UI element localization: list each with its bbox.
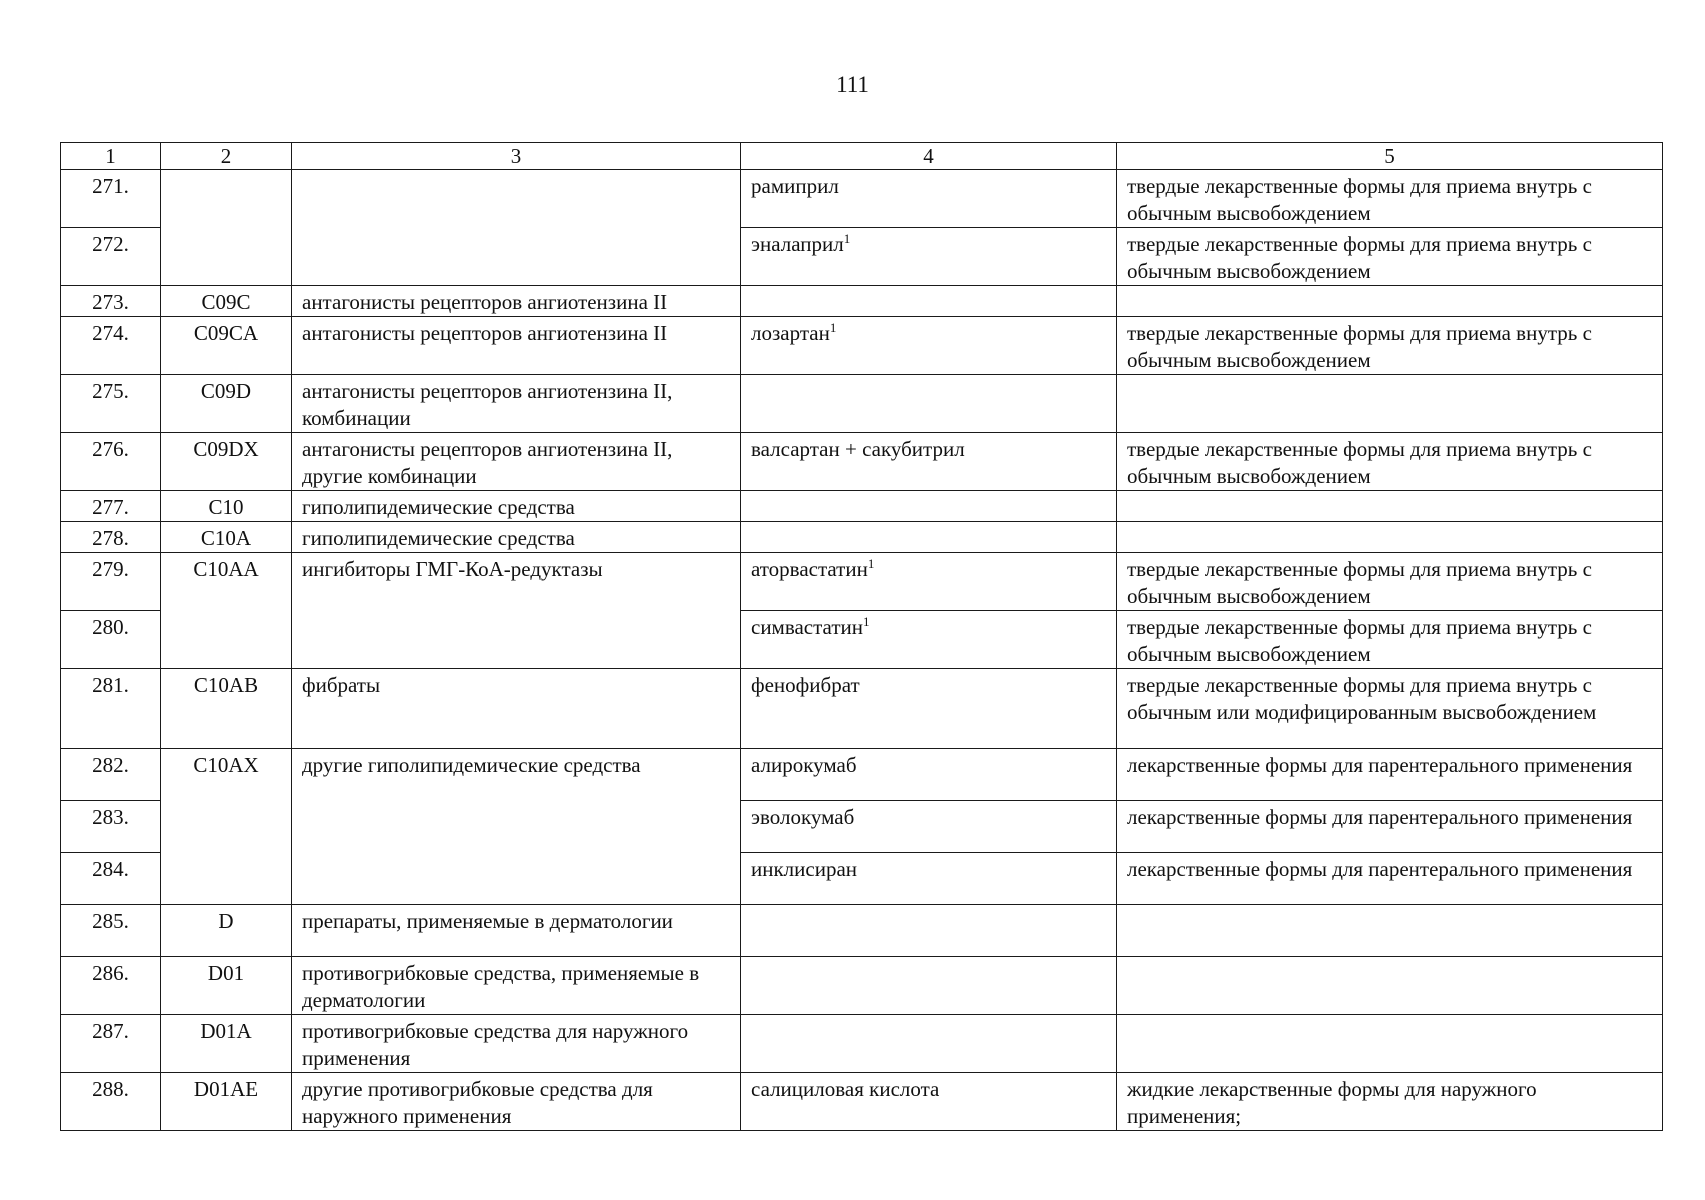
row-number: 281. bbox=[61, 669, 161, 749]
table-row bbox=[61, 553, 1663, 611]
row-number: 273. bbox=[61, 286, 161, 317]
atc-code: C10 bbox=[161, 491, 292, 522]
table-row bbox=[61, 375, 1663, 433]
group-name: антагонисты рецепторов ангиотензина II, другие комбинации bbox=[292, 433, 741, 491]
table-row bbox=[61, 1015, 1663, 1073]
drug-name bbox=[741, 491, 1117, 522]
dosage-form: лекарственные формы для парентерального применения bbox=[1117, 853, 1663, 905]
row-number: 283. bbox=[61, 801, 161, 853]
dosage-form: твердые лекарственные формы для приема внутрь с обычным высвобождением bbox=[1117, 228, 1663, 286]
dosage-form: твердые лекарственные формы для приема внутрь с обычным высвобождением bbox=[1117, 611, 1663, 669]
drug-name bbox=[741, 1015, 1117, 1073]
drug-name: эналаприл$^1$ bbox=[741, 228, 1117, 286]
group-name: другие противогрибковые средства для наружного применения bbox=[292, 1073, 741, 1131]
atc-code: C10AB bbox=[161, 669, 292, 749]
dosage-form: жидкие лекарственные формы для наружного применения; bbox=[1117, 1073, 1663, 1131]
row-number: 284. bbox=[61, 853, 161, 905]
dosage-form: твердые лекарственные формы для приема внутрь с обычным высвобождением bbox=[1117, 553, 1663, 611]
column-header: 4 bbox=[741, 143, 1117, 170]
group-name: антагонисты рецепторов ангиотензина II bbox=[292, 286, 741, 317]
dosage-form bbox=[1117, 491, 1663, 522]
dosage-form bbox=[1117, 522, 1663, 553]
drug-name: салициловая кислота bbox=[741, 1073, 1117, 1131]
column-header: 2 bbox=[161, 143, 292, 170]
group-name: противогрибковые средства, применяемые в дерматологии bbox=[292, 957, 741, 1015]
table-row bbox=[61, 522, 1663, 553]
dosage-form: твердые лекарственные формы для приема внутрь с обычным высвобождением bbox=[1117, 433, 1663, 491]
drug-name: валсартан + сакубитрил bbox=[741, 433, 1117, 491]
page-number: 111 bbox=[836, 72, 869, 97]
row-number: 271. bbox=[61, 170, 161, 228]
dosage-form bbox=[1117, 905, 1663, 957]
row-number: 272. bbox=[61, 228, 161, 286]
row-number: 275. bbox=[61, 375, 161, 433]
column-header: 3 bbox=[292, 143, 741, 170]
group-name bbox=[292, 170, 741, 286]
dosage-form: твердые лекарственные формы для приема внутрь с обычным высвобождением bbox=[1117, 170, 1663, 228]
table-row bbox=[61, 905, 1663, 957]
drug-name: аторвастатин$^1$ bbox=[741, 553, 1117, 611]
dosage-form: твердые лекарственные формы для приема внутрь с обычным или модифицированным высвобождением bbox=[1117, 669, 1663, 749]
table-header-row bbox=[61, 143, 1663, 170]
row-number: 278. bbox=[61, 522, 161, 553]
dosage-form: лекарственные формы для парентерального применения bbox=[1117, 801, 1663, 853]
row-number: 279. bbox=[61, 553, 161, 611]
row-number: 287. bbox=[61, 1015, 161, 1073]
table-row bbox=[61, 433, 1663, 491]
dosage-form: лекарственные формы для парентерального применения bbox=[1117, 749, 1663, 801]
atc-code: C09D bbox=[161, 375, 292, 433]
atc-code: D01A bbox=[161, 1015, 292, 1073]
drug-name: эволокумаб bbox=[741, 801, 1117, 853]
group-name: противогрибковые средства для наружного применения bbox=[292, 1015, 741, 1073]
footnote-mark: 1 bbox=[867, 556, 875, 571]
table-row bbox=[61, 669, 1663, 749]
table-row bbox=[61, 286, 1663, 317]
dosage-form bbox=[1117, 957, 1663, 1015]
atc-code: D bbox=[161, 905, 292, 957]
footnote-mark: 1 bbox=[829, 320, 837, 335]
table-row bbox=[61, 1073, 1663, 1131]
row-number: 282. bbox=[61, 749, 161, 801]
atc-code: C09CA bbox=[161, 317, 292, 375]
drug-name: фенофибрат bbox=[741, 669, 1117, 749]
dosage-form bbox=[1117, 375, 1663, 433]
row-number: 276. bbox=[61, 433, 161, 491]
table-row bbox=[61, 170, 1663, 228]
drug-name bbox=[741, 905, 1117, 957]
atc-code: C09DX bbox=[161, 433, 292, 491]
atc-code: D01 bbox=[161, 957, 292, 1015]
table-row bbox=[61, 957, 1663, 1015]
row-number: 285. bbox=[61, 905, 161, 957]
drug-name bbox=[741, 957, 1117, 1015]
atc-code: D01AE bbox=[161, 1073, 292, 1131]
drug-name bbox=[741, 286, 1117, 317]
dosage-form: твердые лекарственные формы для приема внутрь с обычным высвобождением bbox=[1117, 317, 1663, 375]
row-number: 274. bbox=[61, 317, 161, 375]
dosage-form bbox=[1117, 286, 1663, 317]
footnote-mark: 1 bbox=[863, 614, 870, 629]
footnote-mark: 1 bbox=[843, 231, 851, 246]
group-name: антагонисты рецепторов ангиотензина II, комбинации bbox=[292, 375, 741, 433]
row-number: 280. bbox=[61, 611, 161, 669]
group-name: ингибиторы ГМГ-КоА-редуктазы bbox=[292, 553, 741, 669]
table-row bbox=[61, 317, 1663, 375]
group-name: гиполипидемические средства bbox=[292, 491, 741, 522]
group-name: антагонисты рецепторов ангиотензина II bbox=[292, 317, 741, 375]
atc-code bbox=[161, 170, 292, 286]
row-number: 286. bbox=[61, 957, 161, 1015]
table-row bbox=[61, 491, 1663, 522]
drug-list-table bbox=[60, 142, 1663, 1131]
drug-name: инклисиран bbox=[741, 853, 1117, 905]
atc-code: C09C bbox=[161, 286, 292, 317]
drug-name bbox=[741, 375, 1117, 433]
drug-name bbox=[741, 522, 1117, 553]
atc-code: C10AX bbox=[161, 749, 292, 905]
row-number: 288. bbox=[61, 1073, 161, 1131]
table-row bbox=[61, 749, 1663, 801]
column-header: 1 bbox=[61, 143, 161, 170]
drug-name: рамиприл bbox=[741, 170, 1117, 228]
atc-code: C10A bbox=[161, 522, 292, 553]
row-number: 277. bbox=[61, 491, 161, 522]
drug-name: лозартан$^1$ bbox=[741, 317, 1117, 375]
atc-code: C10AA bbox=[161, 553, 292, 669]
group-name: гиполипидемические средства bbox=[292, 522, 741, 553]
column-header: 5 bbox=[1117, 143, 1663, 170]
group-name: препараты, применяемые в дерматологии bbox=[292, 905, 741, 957]
group-name: фибраты bbox=[292, 669, 741, 749]
drug-name: симвастатин$^1$ bbox=[741, 611, 1117, 669]
group-name: другие гиполипидемические средства bbox=[292, 749, 741, 905]
dosage-form bbox=[1117, 1015, 1663, 1073]
drug-name: алирокумаб bbox=[741, 749, 1117, 801]
